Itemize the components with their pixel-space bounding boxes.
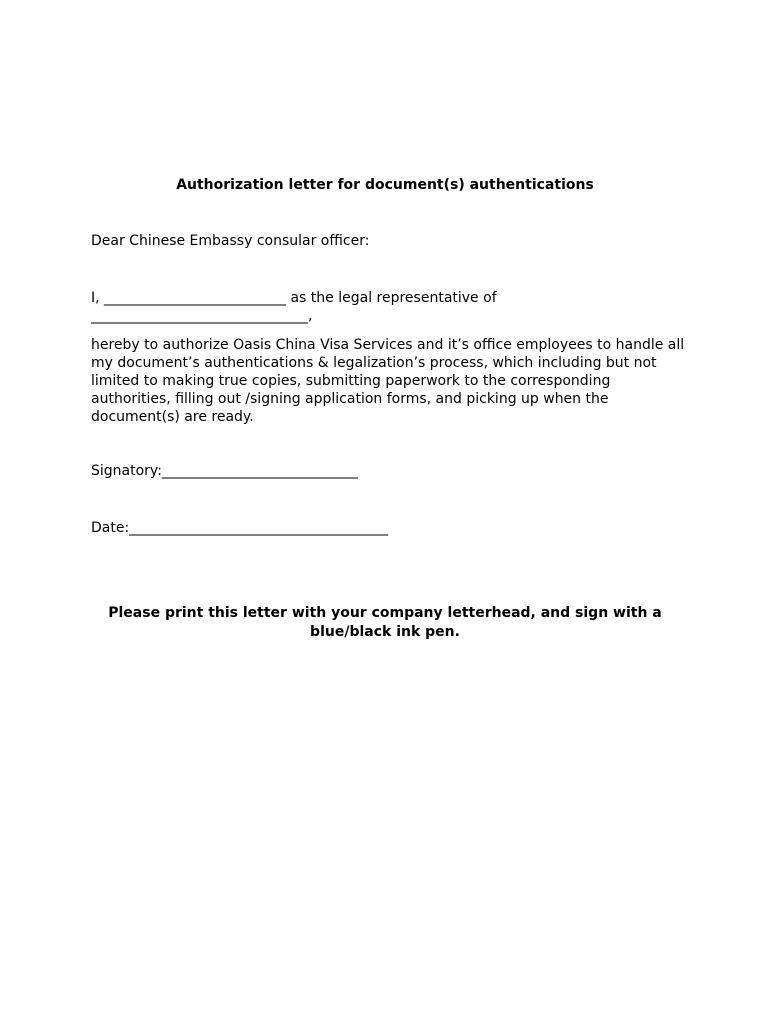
- paragraph-line: my document’s authentications & legalization’s process, which including but not: [91, 355, 657, 371]
- name-blank-line: I, __________________________ as the legal representative of: [91, 290, 497, 306]
- note-line: Please print this letter with your company letterhead, and sign with a: [108, 605, 662, 621]
- paragraph-line: limited to making true copies, submitting paperwork to the corresponding: [91, 373, 611, 389]
- representative-blank-line: _______________________________,: [91, 308, 313, 324]
- paragraph-line: document(s) are ready.: [91, 409, 254, 425]
- signatory-line: Signatory:____________________________: [91, 463, 358, 479]
- letter-title: Authorization letter for document(s) authentications: [176, 177, 594, 193]
- salutation: Dear Chinese Embassy consular officer:: [91, 233, 370, 249]
- note-line: blue/black ink pen.: [310, 624, 460, 640]
- print-instruction-note: [0, 604, 770, 642]
- paragraph-line: hereby to authorize Oasis China Visa Services and it’s office employees to handle all: [91, 337, 685, 353]
- date-line: Date:_____________________________________: [91, 520, 389, 536]
- authorization-paragraph: [91, 336, 691, 426]
- paragraph-line: authorities, filling out /signing application forms, and picking up when the: [91, 391, 609, 407]
